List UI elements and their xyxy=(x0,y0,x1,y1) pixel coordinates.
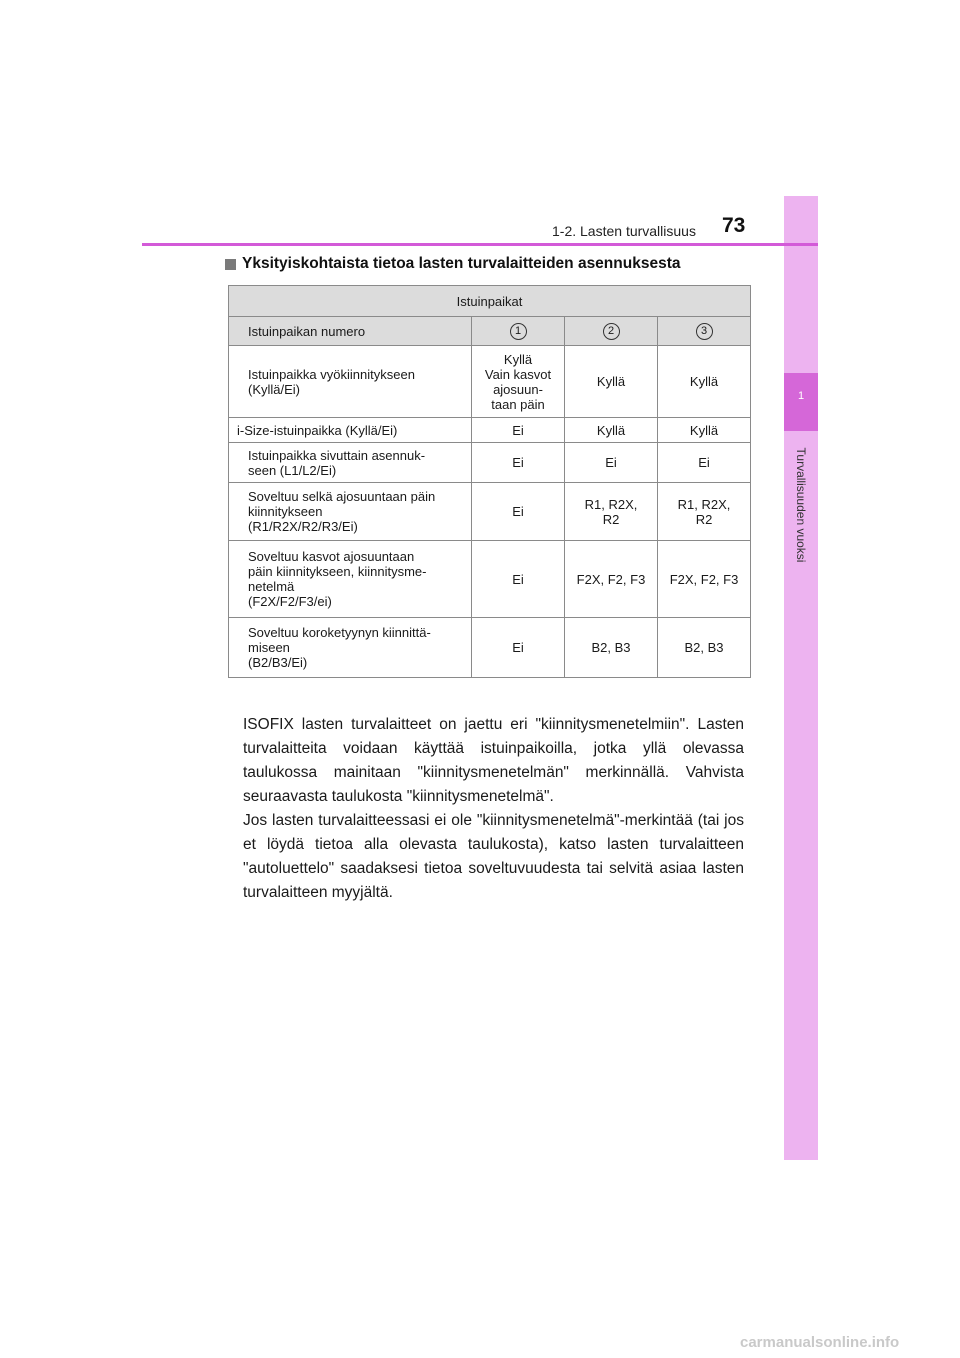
table-cell: Ei xyxy=(472,418,565,443)
bullet-square-icon xyxy=(225,259,236,270)
table-row xyxy=(229,541,751,618)
seat-number-label: Istuinpaikan numero xyxy=(229,317,472,346)
table-row xyxy=(229,317,751,346)
body-paragraph-2: Jos lasten turvalaitteessasi ei ole "kiinnitysmenetelmä"-merkintää (tai jos et löydä tietoa alla olevasta taulukosta), katso lasten turvalaitteen "autoluettelo" saadaksesi tietoa soveltuvuudesta tai selvitä asiaa lasten turvalaitteen myyjältä. xyxy=(243,812,744,901)
table-cell: Kyllä xyxy=(565,418,658,443)
section-heading xyxy=(225,255,680,273)
table-cell: R1, R2X, R2 xyxy=(658,483,751,541)
table-cell: Kyllä xyxy=(658,346,751,418)
table-cell: B2, B3 xyxy=(565,618,658,678)
row-label: Soveltuu kasvot ajosuuntaan päin kiinnitykseen, kiinnitysme- netelmä (F2X/F2/F3/ei) xyxy=(229,541,472,618)
page-number: 73 xyxy=(722,214,746,237)
running-head: 1-2. Lasten turvallisuus xyxy=(552,223,696,239)
body-text xyxy=(243,713,744,905)
seat-number-1 xyxy=(472,317,565,346)
circled-number-icon: 3 xyxy=(696,323,713,340)
table-cell: Ei xyxy=(472,483,565,541)
table-row xyxy=(229,418,751,443)
table-cell: B2, B3 xyxy=(658,618,751,678)
row-label: Soveltuu selkä ajosuuntaan päin kiinnitykseen (R1/R2X/R2/R3/Ei) xyxy=(229,483,472,541)
table-cell: Kyllä Vain kasvot ajosuun- taan päin xyxy=(472,346,565,418)
table-cell: Ei xyxy=(472,541,565,618)
chapter-label: Turvallisuuden vuoksi xyxy=(794,447,808,563)
seat-number-3 xyxy=(658,317,751,346)
section-heading-text: Yksityiskohtaista tietoa lasten turvalaitteiden asennuksesta xyxy=(242,255,681,272)
watermark: carmanualsonline.info xyxy=(740,1334,900,1351)
row-label: Soveltuu koroketyynyn kiinnittä- miseen (B2/B3/Ei) xyxy=(229,618,472,678)
row-label: Istuinpaikka vyökiinnitykseen (Kyllä/Ei) xyxy=(229,346,472,418)
seat-number-2 xyxy=(565,317,658,346)
table-row xyxy=(229,618,751,678)
table-cell: Ei xyxy=(658,443,751,483)
chapter-side-tab xyxy=(784,196,818,1160)
table-cell: Kyllä xyxy=(565,346,658,418)
table-row xyxy=(229,483,751,541)
row-label: Istuinpaikka sivuttain asennuk- seen (L1/L2/Ei) xyxy=(229,443,472,483)
table-cell: Ei xyxy=(565,443,658,483)
row-label: i-Size-istuinpaikka (Kyllä/Ei) xyxy=(229,418,472,443)
table-cell: Kyllä xyxy=(658,418,751,443)
table-cell: Ei xyxy=(472,443,565,483)
chapter-number: 1 xyxy=(797,390,805,402)
table-cell: F2X, F2, F3 xyxy=(565,541,658,618)
circled-number-icon: 2 xyxy=(603,323,620,340)
circled-number-icon: 1 xyxy=(510,323,527,340)
chapter-side-tab-active xyxy=(784,373,818,431)
table-cell: R1, R2X, R2 xyxy=(565,483,658,541)
body-paragraph-1: ISOFIX lasten turvalaitteet on jaettu eri "kiinnitysmenetelmiin". Lasten turvalaitteita voidaan käyttää istuinpaikoilla, jotka yllä olevassa taulukossa mainitaan "kiinnitysmenetelmän" merkinnällä. Vahvista seuraavasta taulukosta "kiinnitysmenetelmä". xyxy=(243,716,744,805)
table-title: Istuinpaikat xyxy=(229,286,751,317)
seat-position-table xyxy=(228,285,751,678)
table-cell: Ei xyxy=(472,618,565,678)
table-row xyxy=(229,346,751,418)
table-row xyxy=(229,443,751,483)
header-rule xyxy=(142,243,818,246)
table-cell: F2X, F2, F3 xyxy=(658,541,751,618)
